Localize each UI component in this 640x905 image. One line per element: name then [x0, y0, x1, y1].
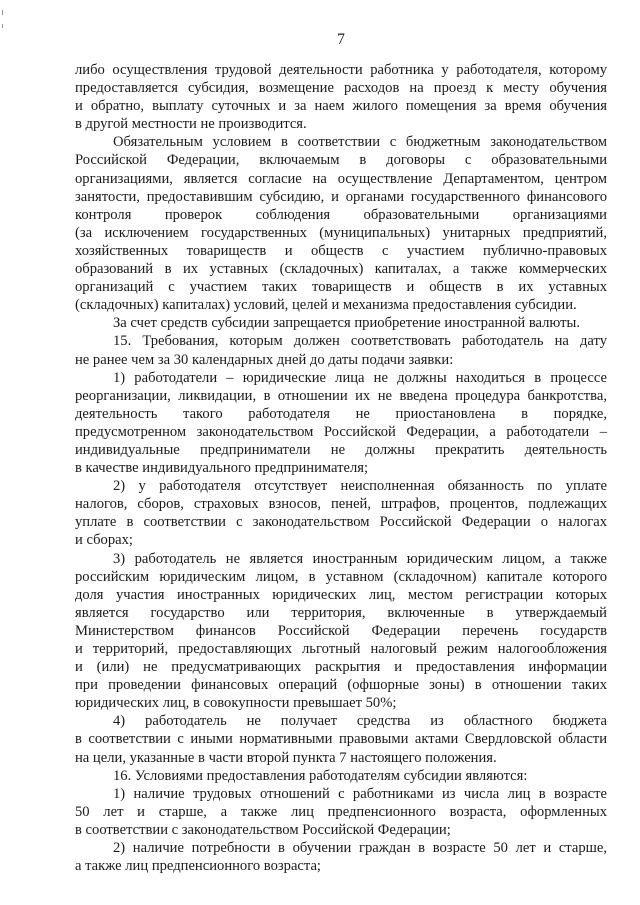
text-line: 3) работодатель не является иностранным юридическим лицом, а также [113, 550, 607, 567]
text-line: организациями, является согласие на осуществление Департаментом, центром [75, 170, 607, 187]
scan-edge-mark [2, 24, 3, 28]
text-line: предусмотренном законодательством Российской Федерации, а работодатели – [75, 423, 607, 440]
text-line: предоставляется субсидия, возмещение расходов на проезд к месту обучения [75, 80, 607, 97]
text-line: в другой местности не производится. [75, 116, 307, 133]
text-line: Российской Федерации, включаемым в договоры с образовательными [75, 152, 607, 169]
text-line: 4) работодатель не получает средства из областного бюджета [113, 713, 607, 730]
text-line: а также лиц предпенсионного возраста; [75, 858, 321, 875]
text-line: уплате в соответствии с законодательством Российской Федерации о налогах [75, 514, 607, 531]
text-line: 2) у работодателя отсутствует неисполненная обязанность по уплате [113, 478, 607, 495]
text-line: на цели, указанные в части второй пункта 7 настоящего положения. [75, 749, 497, 766]
text-line: является государство или территория, включенные в утверждаемый [75, 604, 607, 621]
text-line: Обязательным условием в соответствии с бюджетным законодательством [113, 134, 607, 151]
page-number: 7 [337, 31, 345, 48]
text-line: За счет средств субсидии запрещается приобретение иностранной валюты. [113, 315, 580, 332]
text-line: 50 лет и старше, а также лиц предпенсионного возраста, оформленных [75, 803, 607, 820]
text-line: 15. Требования, которым должен соответствовать работодатель на дату [113, 333, 607, 350]
text-line: контроля проверок соблюдения образовательными организациями [75, 206, 607, 223]
text-line: Министерством финансов Российской Федерации перечень государств [75, 622, 607, 639]
text-line: и территорий, предоставляющих льготный налоговый режим налогообложения [75, 641, 607, 657]
text-line: не ранее чем за 30 календарных дней до даты подачи заявки: [75, 351, 454, 368]
text-line: 16. Условиями предоставления работодателям субсидии являются: [113, 767, 528, 784]
text-line: занятости, предоставившим субсидию, и органами государственного финансового [75, 188, 607, 205]
text-line: налогов, сборов, страховых взносов, пеней, штрафов, процентов, подлежащих [75, 496, 607, 513]
text-line: российским юридическим лицом, в уставном (складочном) капитале которого [75, 568, 607, 585]
document-body [75, 61, 607, 875]
text-line: при проведении финансовых операций (офшорные зоны) в отношении таких [75, 677, 607, 694]
text-line: (складочных) капиталах) условий, целей и механизма предоставления субсидии. [75, 297, 577, 314]
text-line: в соответствии с иными нормативными правовыми актами Свердловской области [75, 731, 607, 748]
text-line: организаций с участием таких товариществ и обществ в их уставных [75, 279, 607, 296]
text-line: (за исключением государственных (муниципальных) унитарных предприятий, [75, 224, 607, 241]
text-line: в соответствии с законодательством Российской Федерации; [75, 821, 451, 838]
scan-edge-mark [2, 10, 3, 15]
text-line: в качестве индивидуального предпринимателя; [75, 460, 369, 477]
text-line: и обратно, выплату суточных и за наем жилого помещения за время обучения [75, 98, 607, 115]
text-line: 1) наличие трудовых отношений с работниками из числа лиц в возрасте [113, 785, 607, 802]
text-line: либо осуществления трудовой деятельности работника у работодателя, которому [75, 62, 607, 78]
text-line: хозяйственных товариществ и обществ с участием публично-правовых [75, 242, 607, 259]
text-line: доля участия иностранных юридических лиц, местом регистрации которых [75, 586, 607, 603]
text-line: индивидуальные предприниматели не должны прекратить деятельность [75, 441, 607, 458]
text-line: и сборах; [75, 532, 133, 549]
text-line: и (или) не предусматривающих раскрытия и предоставления информации [75, 659, 607, 676]
text-line: 2) наличие потребности в обучении граждан в возрасте 50 лет и старше, [113, 840, 607, 857]
text-line: юридических лиц, в совокупности превышает 50%; [75, 695, 397, 712]
text-line: реорганизации, ликвидации, в отношении их не введена процедура банкротства, [75, 387, 607, 404]
text-line: образований в их уставных (складочных) капиталах, а также коммерческих [75, 261, 607, 278]
text-line: деятельность такого работодателя не приостановлена в порядке, [75, 405, 607, 422]
text-line: 1) работодатели – юридические лица не должны находиться в процессе [113, 369, 607, 386]
